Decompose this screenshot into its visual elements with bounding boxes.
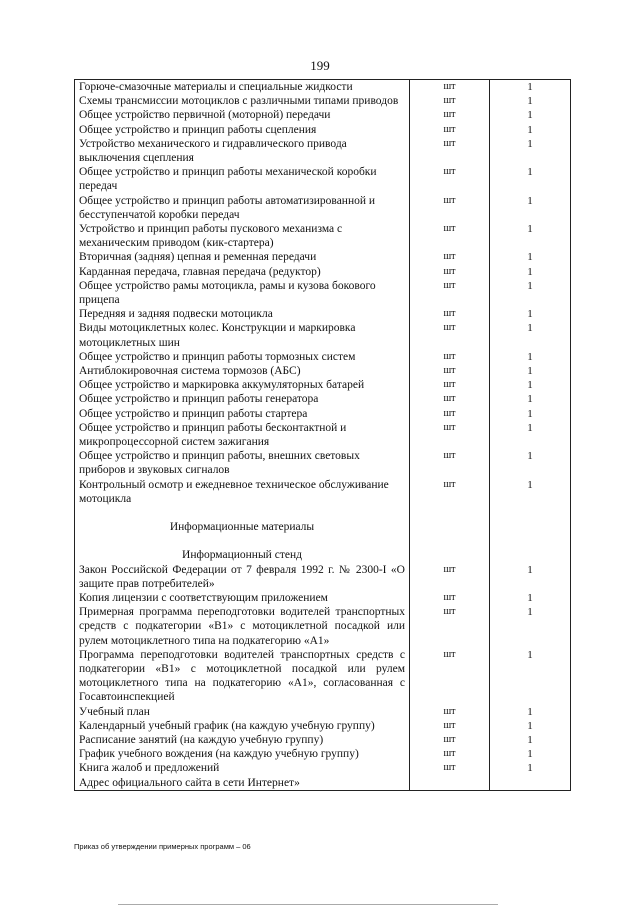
- item-quantity: 1: [490, 449, 571, 477]
- item-quantity: 1: [490, 321, 571, 349]
- item-name: Карданная передача, главная передача (редуктор): [75, 265, 410, 279]
- item-name: Общее устройство и принцип работы стартера: [75, 407, 410, 421]
- item-unit: шт: [410, 449, 490, 477]
- item-name: Общее устройство и принцип работы, внешних световых приборов и звуковых сигналов: [75, 449, 410, 477]
- table-row: [75, 747, 571, 761]
- item-unit: шт: [410, 719, 490, 733]
- table-row: [75, 605, 571, 648]
- item-unit: шт: [410, 265, 490, 279]
- item-unit: шт: [410, 194, 490, 222]
- table-row: [75, 591, 571, 605]
- item-unit: шт: [410, 364, 490, 378]
- item-unit: шт: [410, 421, 490, 449]
- page-number: 199: [310, 58, 330, 73]
- item-name: Общее устройство и принцип работы автоматизированной и бесступенчатой коробки передач: [75, 194, 410, 222]
- item-name: Общее устройство и принцип работы бесконтактной и микропроцессорной систем зажигания: [75, 421, 410, 449]
- item-quantity: 1: [490, 563, 571, 591]
- item-quantity: 1: [490, 407, 571, 421]
- subsection-title: Информационный стенд: [75, 548, 410, 562]
- table-row: [75, 648, 571, 705]
- item-name: Контрольный осмотр и ежедневное техническое обслуживание мотоцикла: [75, 478, 410, 506]
- item-unit: [410, 776, 490, 791]
- item-name: Учебный план: [75, 705, 410, 719]
- item-quantity: 1: [490, 123, 571, 137]
- table-row: [75, 137, 571, 165]
- item-quantity: 1: [490, 108, 571, 122]
- item-unit: шт: [410, 108, 490, 122]
- table-row: [75, 407, 571, 421]
- item-quantity: 1: [490, 80, 571, 95]
- table-row: [75, 279, 571, 307]
- table-row: [75, 392, 571, 406]
- table-row: [75, 250, 571, 264]
- item-quantity: 1: [490, 137, 571, 165]
- table-row: [75, 123, 571, 137]
- item-name: Антиблокировочная система тормозов (АБС): [75, 364, 410, 378]
- table-row: [75, 719, 571, 733]
- item-name: Общее устройство рамы мотоцикла, рамы и кузова бокового прицепа: [75, 279, 410, 307]
- item-name: Общее устройство и маркировка аккумуляторных батарей: [75, 378, 410, 392]
- table-row: [75, 733, 571, 747]
- table-row: [75, 478, 571, 506]
- item-quantity: 1: [490, 761, 571, 775]
- item-quantity: [490, 776, 571, 791]
- table-row: [75, 265, 571, 279]
- item-unit: шт: [410, 378, 490, 392]
- item-unit: шт: [410, 350, 490, 364]
- item-name: Программа переподготовки водителей транспортных средств с подкатегории «В1» с мотоциклетной посадкой или рулем мотоциклетного типа на подкатегорию «А1», согласованная с Госавтоинспекцией: [75, 648, 410, 705]
- item-quantity: 1: [490, 364, 571, 378]
- table-row: [75, 776, 571, 791]
- item-quantity: 1: [490, 307, 571, 321]
- item-name: Общее устройство и принцип работы сцепления: [75, 123, 410, 137]
- item-unit: шт: [410, 605, 490, 648]
- item-quantity: 1: [490, 591, 571, 605]
- footer-note: Приказ об утверждении примерных программ – 06: [74, 842, 251, 851]
- item-name: Устройство механического и гидравлического привода выключения сцепления: [75, 137, 410, 165]
- item-quantity: 1: [490, 165, 571, 193]
- item-quantity: 1: [490, 378, 571, 392]
- item-unit: шт: [410, 80, 490, 95]
- table-section-info: [75, 506, 571, 562]
- table-row: [75, 350, 571, 364]
- table-body-equipment: [75, 80, 571, 507]
- item-unit: шт: [410, 321, 490, 349]
- item-quantity: 1: [490, 222, 571, 250]
- item-unit: шт: [410, 705, 490, 719]
- table-row: [75, 705, 571, 719]
- table-row: [75, 378, 571, 392]
- table-row: [75, 563, 571, 591]
- item-unit: шт: [410, 407, 490, 421]
- item-unit: шт: [410, 478, 490, 506]
- item-unit: шт: [410, 307, 490, 321]
- item-unit: шт: [410, 222, 490, 250]
- item-unit: шт: [410, 563, 490, 591]
- item-name: Виды мотоциклетных колес. Конструкции и маркировка мотоциклетных шин: [75, 321, 410, 349]
- item-quantity: 1: [490, 392, 571, 406]
- table-row: [75, 94, 571, 108]
- item-name: Примерная программа переподготовки водителей транспортных средств с подкатегории «В1» с мотоциклетной посадкой или рулем мотоциклетного типа на подкатегорию «А1»: [75, 605, 410, 648]
- item-unit: шт: [410, 279, 490, 307]
- item-unit: шт: [410, 591, 490, 605]
- item-quantity: 1: [490, 194, 571, 222]
- item-unit: шт: [410, 137, 490, 165]
- item-quantity: 1: [490, 94, 571, 108]
- item-name: Вторичная (задняя) цепная и ременная передачи: [75, 250, 410, 264]
- table-row: [75, 761, 571, 775]
- equipment-table: [74, 79, 571, 791]
- item-quantity: 1: [490, 279, 571, 307]
- item-quantity: 1: [490, 265, 571, 279]
- item-quantity: 1: [490, 733, 571, 747]
- item-unit: шт: [410, 747, 490, 761]
- item-unit: шт: [410, 392, 490, 406]
- item-name: Закон Российской Федерации от 7 февраля 1992 г. № 2300-I «О защите прав потребителей»: [75, 563, 410, 591]
- item-name: Расписание занятий (на каждую учебную группу): [75, 733, 410, 747]
- table-row: [75, 80, 571, 95]
- item-unit: шт: [410, 165, 490, 193]
- table-row: [75, 321, 571, 349]
- table-row: [75, 108, 571, 122]
- item-quantity: 1: [490, 719, 571, 733]
- table-body-info: [75, 563, 571, 791]
- item-name: Календарный учебный график (на каждую учебную группу): [75, 719, 410, 733]
- table-row: [75, 222, 571, 250]
- table-row: [75, 364, 571, 378]
- item-unit: шт: [410, 123, 490, 137]
- item-name: Устройство и принцип работы пускового механизма с механическим приводом (кик-стартера): [75, 222, 410, 250]
- item-quantity: 1: [490, 478, 571, 506]
- item-quantity: 1: [490, 250, 571, 264]
- item-quantity: 1: [490, 747, 571, 761]
- item-quantity: 1: [490, 421, 571, 449]
- item-unit: шт: [410, 94, 490, 108]
- item-quantity: 1: [490, 605, 571, 648]
- item-name: Схемы трансмиссии мотоциклов с различными типами приводов: [75, 94, 410, 108]
- item-name: Общее устройство первичной (моторной) передачи: [75, 108, 410, 122]
- item-name: Общее устройство и принцип работы тормозных систем: [75, 350, 410, 364]
- table-row: [75, 194, 571, 222]
- item-name: Общее устройство и принцип работы механической коробки передач: [75, 165, 410, 193]
- table-row: [75, 421, 571, 449]
- table-row: [75, 307, 571, 321]
- item-name: Передняя и задняя подвески мотоцикла: [75, 307, 410, 321]
- table-row: [75, 449, 571, 477]
- item-unit: шт: [410, 761, 490, 775]
- item-name: Книга жалоб и предложений: [75, 761, 410, 775]
- item-unit: шт: [410, 733, 490, 747]
- item-name: Копия лицензии с соответствующим приложением: [75, 591, 410, 605]
- item-quantity: 1: [490, 350, 571, 364]
- item-quantity: 1: [490, 648, 571, 705]
- item-unit: шт: [410, 648, 490, 705]
- section-title: Информационные материалы: [75, 520, 410, 534]
- item-name: Адрес официального сайта в сети Интернет»: [75, 776, 410, 791]
- table-row: [75, 165, 571, 193]
- item-name: График учебного вождения (на каждую учебную группу): [75, 747, 410, 761]
- item-unit: шт: [410, 250, 490, 264]
- item-quantity: 1: [490, 705, 571, 719]
- item-name: Общее устройство и принцип работы генератора: [75, 392, 410, 406]
- item-name: Горюче-смазочные материалы и специальные жидкости: [75, 80, 410, 95]
